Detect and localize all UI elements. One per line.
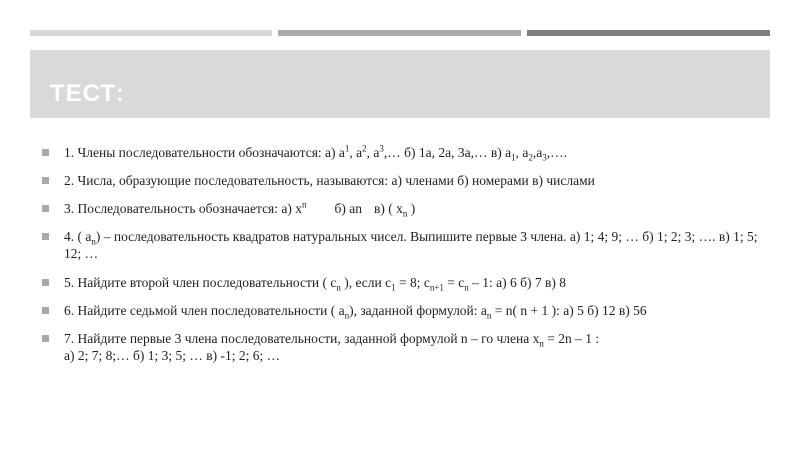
list-item: 7. Найдите первые 3 члена последовательности, заданной формулой n – го члена $x_n = 2n - 1$ : а) 2; 7; 8;… б) 1; 3; 5; … в) -1; 2; 6; … xyxy=(40,330,770,364)
bullet-icon xyxy=(42,177,49,184)
decor-bar-medium xyxy=(278,30,521,36)
list-item: 1. Члены последовательности обозначаются: а) $а^1$, $а^2$, $а^3,\dots$ б) 1а, 2а, 3а,… в) $а_1$, $а_2,а_3,\dots$. xyxy=(40,144,770,161)
bullet-icon xyxy=(42,279,49,286)
list-item: 6. Найдите седьмой член последовательности ( $а_n$), заданной формулой: $а_n = n$( n + 1 ): а) 5 б) 12 в) 56 xyxy=(40,302,770,319)
bullet-icon xyxy=(42,149,49,156)
slide-title: ТЕСТ: xyxy=(50,80,125,107)
list-item: 4. ( $а_n$) – последовательность квадратов натуральных чисел. Выпишите первые 3 члена. а) 1; 4; 9; … б) 1; 2; 3; …. в) 1; 5; 12; … xyxy=(40,228,770,262)
item-7-answers: а) 2; 7; 8;… б) 1; 3; 5; … в) -1; 2; 6; … xyxy=(64,348,281,363)
bullet-icon xyxy=(42,205,49,212)
bullet-icon xyxy=(42,233,49,240)
decor-bar-dark xyxy=(527,30,770,36)
list-item: 2. Числа, образующие последовательность, называются: а) членами б) номерами в) числами xyxy=(40,172,770,189)
bullet-icon xyxy=(42,307,49,314)
list-item: 5. Найдите второй член последовательности ( $c_n$ ), если $c_1 = 8$; $c_{n+1} = c_n - 1$: а) 6 б) 7 в) 8 xyxy=(40,274,770,291)
list-item: 3. Последовательность обозначается: а) $x^n$ б) an в) ( $x_n$ ) xyxy=(40,200,770,217)
top-decor-bars xyxy=(0,30,800,36)
bullet-icon xyxy=(42,335,49,342)
title-band xyxy=(30,50,770,118)
decor-bar-light xyxy=(30,30,272,36)
question-list xyxy=(40,144,770,364)
